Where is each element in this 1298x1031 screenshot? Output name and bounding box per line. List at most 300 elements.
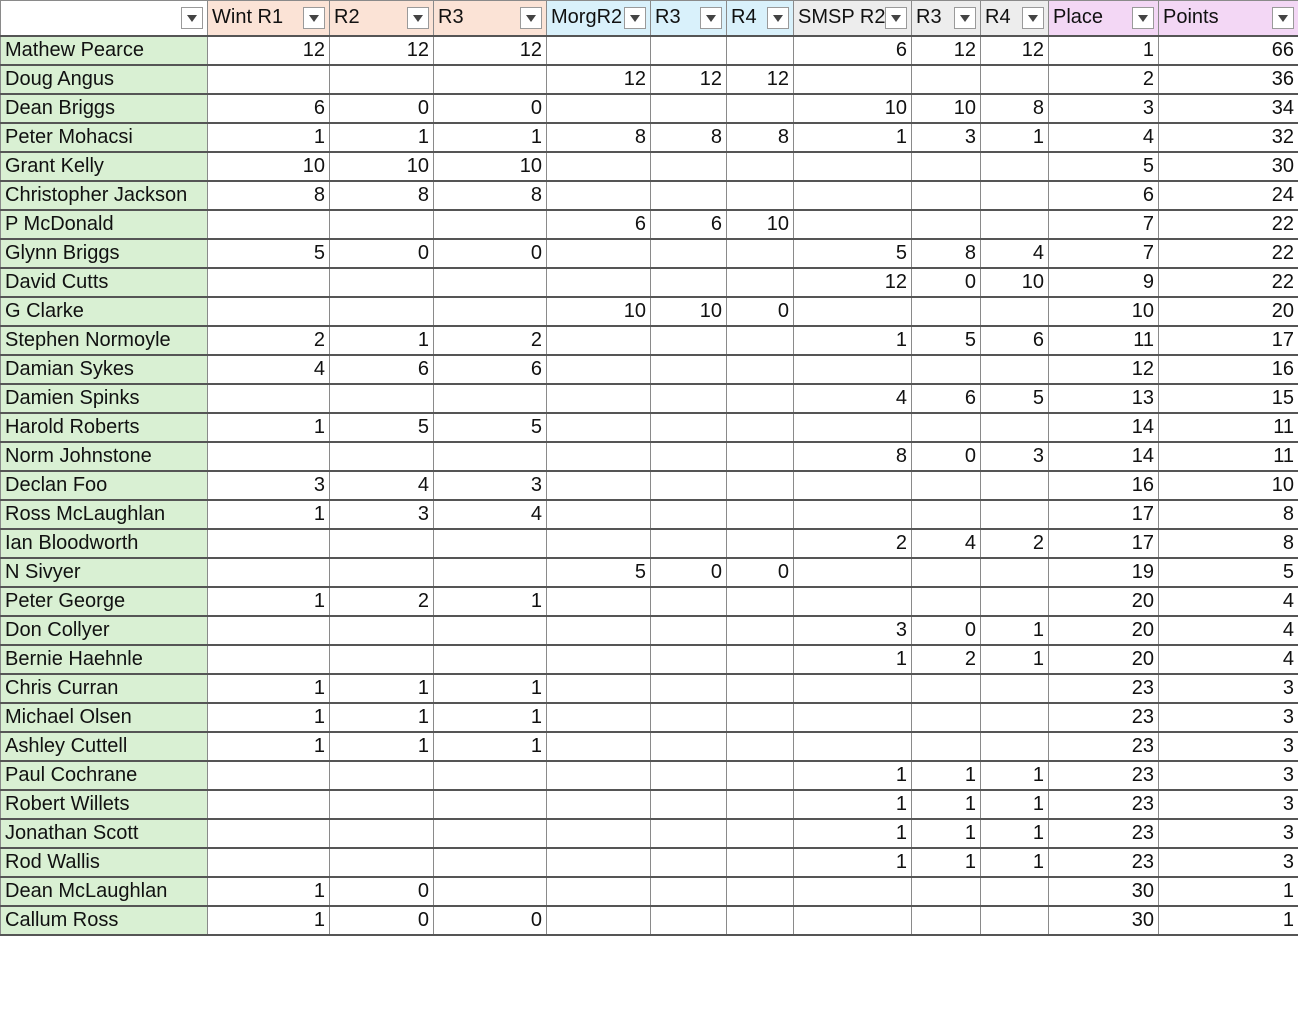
score-cell[interactable]: 11 — [1159, 442, 1298, 471]
score-cell[interactable]: 15 — [1159, 384, 1298, 413]
score-cell[interactable] — [434, 210, 547, 239]
score-cell[interactable]: 1 — [981, 790, 1049, 819]
competitor-name-cell[interactable]: Callum Ross — [1, 906, 208, 935]
competitor-name-cell[interactable]: Ross McLaughlan — [1, 500, 208, 529]
score-cell[interactable] — [208, 558, 330, 587]
score-cell[interactable] — [912, 558, 981, 587]
score-cell[interactable] — [434, 384, 547, 413]
score-cell[interactable] — [727, 877, 794, 906]
score-cell[interactable] — [208, 848, 330, 877]
filter-dropdown-button[interactable] — [407, 7, 429, 29]
score-cell[interactable] — [794, 152, 912, 181]
score-cell[interactable] — [727, 674, 794, 703]
score-cell[interactable] — [330, 268, 434, 297]
score-cell[interactable]: 6 — [651, 210, 727, 239]
score-cell[interactable] — [981, 471, 1049, 500]
score-cell[interactable] — [547, 616, 651, 645]
score-cell[interactable]: 1 — [794, 819, 912, 848]
score-cell[interactable] — [794, 587, 912, 616]
score-cell[interactable]: 10 — [434, 152, 547, 181]
score-cell[interactable]: 3 — [912, 123, 981, 152]
score-cell[interactable]: 12 — [794, 268, 912, 297]
score-cell[interactable]: 2 — [912, 645, 981, 674]
score-cell[interactable]: 12 — [727, 65, 794, 94]
score-cell[interactable] — [794, 906, 912, 935]
score-cell[interactable]: 1 — [434, 703, 547, 732]
score-cell[interactable]: 1 — [208, 877, 330, 906]
score-cell[interactable] — [651, 36, 727, 65]
competitor-name-cell[interactable]: G Clarke — [1, 297, 208, 326]
score-cell[interactable]: 1 — [434, 123, 547, 152]
score-cell[interactable] — [912, 877, 981, 906]
column-header-5-r3[interactable] — [651, 1, 727, 36]
score-cell[interactable]: 23 — [1049, 819, 1159, 848]
score-cell[interactable]: 19 — [1049, 558, 1159, 587]
score-cell[interactable] — [651, 587, 727, 616]
score-cell[interactable]: 12 — [434, 36, 547, 65]
score-cell[interactable]: 17 — [1049, 500, 1159, 529]
score-cell[interactable]: 5 — [912, 326, 981, 355]
score-cell[interactable] — [434, 877, 547, 906]
score-cell[interactable]: 16 — [1049, 471, 1159, 500]
score-cell[interactable] — [547, 152, 651, 181]
score-cell[interactable]: 6 — [547, 210, 651, 239]
score-cell[interactable]: 3 — [434, 471, 547, 500]
score-cell[interactable] — [794, 877, 912, 906]
score-cell[interactable]: 1 — [981, 616, 1049, 645]
score-cell[interactable]: 3 — [1159, 674, 1298, 703]
score-cell[interactable]: 1 — [208, 587, 330, 616]
score-cell[interactable] — [208, 268, 330, 297]
score-cell[interactable]: 12 — [912, 36, 981, 65]
score-cell[interactable] — [912, 152, 981, 181]
column-header-6-r4[interactable] — [727, 1, 794, 36]
score-cell[interactable]: 1 — [1159, 877, 1298, 906]
score-cell[interactable] — [651, 674, 727, 703]
score-cell[interactable]: 8 — [1159, 500, 1298, 529]
score-cell[interactable]: 4 — [981, 239, 1049, 268]
score-cell[interactable]: 22 — [1159, 239, 1298, 268]
score-cell[interactable]: 0 — [912, 268, 981, 297]
score-cell[interactable] — [434, 819, 547, 848]
score-cell[interactable]: 5 — [330, 413, 434, 442]
score-cell[interactable] — [727, 355, 794, 384]
competitor-name-cell[interactable]: Don Collyer — [1, 616, 208, 645]
score-cell[interactable]: 3 — [1159, 848, 1298, 877]
score-cell[interactable] — [434, 645, 547, 674]
score-cell[interactable] — [727, 471, 794, 500]
score-cell[interactable] — [651, 268, 727, 297]
score-cell[interactable] — [727, 152, 794, 181]
score-cell[interactable] — [547, 500, 651, 529]
score-cell[interactable]: 1 — [434, 732, 547, 761]
score-cell[interactable] — [330, 210, 434, 239]
score-cell[interactable]: 4 — [1159, 587, 1298, 616]
score-cell[interactable]: 4 — [1049, 123, 1159, 152]
score-cell[interactable]: 6 — [794, 36, 912, 65]
score-cell[interactable] — [912, 181, 981, 210]
score-cell[interactable] — [547, 674, 651, 703]
score-cell[interactable] — [547, 906, 651, 935]
score-cell[interactable]: 1 — [1159, 906, 1298, 935]
score-cell[interactable] — [547, 877, 651, 906]
score-cell[interactable]: 8 — [434, 181, 547, 210]
score-cell[interactable] — [547, 413, 651, 442]
score-cell[interactable]: 6 — [1049, 181, 1159, 210]
score-cell[interactable] — [547, 36, 651, 65]
score-cell[interactable]: 5 — [1049, 152, 1159, 181]
score-cell[interactable]: 6 — [208, 94, 330, 123]
score-cell[interactable]: 1 — [981, 761, 1049, 790]
score-cell[interactable] — [727, 326, 794, 355]
score-cell[interactable] — [547, 94, 651, 123]
competitor-name-cell[interactable]: Doug Angus — [1, 65, 208, 94]
score-cell[interactable] — [547, 471, 651, 500]
score-cell[interactable]: 1 — [794, 761, 912, 790]
score-cell[interactable] — [208, 645, 330, 674]
score-cell[interactable]: 8 — [981, 94, 1049, 123]
competitor-name-cell[interactable]: Jonathan Scott — [1, 819, 208, 848]
score-cell[interactable] — [651, 529, 727, 558]
score-cell[interactable] — [794, 471, 912, 500]
score-cell[interactable] — [981, 906, 1049, 935]
score-cell[interactable]: 1 — [912, 790, 981, 819]
competitor-name-cell[interactable]: Peter George — [1, 587, 208, 616]
score-cell[interactable] — [727, 645, 794, 674]
score-cell[interactable]: 1 — [434, 587, 547, 616]
score-cell[interactable] — [727, 790, 794, 819]
score-cell[interactable]: 2 — [794, 529, 912, 558]
score-cell[interactable]: 1 — [794, 645, 912, 674]
score-cell[interactable]: 2 — [330, 587, 434, 616]
score-cell[interactable] — [981, 413, 1049, 442]
score-cell[interactable]: 1 — [981, 848, 1049, 877]
score-cell[interactable]: 1 — [912, 848, 981, 877]
score-cell[interactable]: 4 — [912, 529, 981, 558]
score-cell[interactable] — [651, 181, 727, 210]
column-header-11-points[interactable] — [1159, 1, 1298, 36]
score-cell[interactable] — [547, 384, 651, 413]
score-cell[interactable]: 1 — [330, 732, 434, 761]
score-cell[interactable]: 0 — [330, 906, 434, 935]
score-cell[interactable] — [434, 848, 547, 877]
score-cell[interactable]: 5 — [794, 239, 912, 268]
score-cell[interactable]: 23 — [1049, 674, 1159, 703]
score-cell[interactable]: 10 — [330, 152, 434, 181]
score-cell[interactable]: 4 — [330, 471, 434, 500]
score-cell[interactable] — [794, 355, 912, 384]
score-cell[interactable]: 20 — [1159, 297, 1298, 326]
score-cell[interactable]: 2 — [1049, 65, 1159, 94]
score-cell[interactable]: 10 — [547, 297, 651, 326]
score-cell[interactable]: 14 — [1049, 442, 1159, 471]
score-cell[interactable] — [651, 413, 727, 442]
score-cell[interactable]: 8 — [1159, 529, 1298, 558]
score-cell[interactable]: 8 — [912, 239, 981, 268]
score-cell[interactable]: 12 — [981, 36, 1049, 65]
score-cell[interactable]: 9 — [1049, 268, 1159, 297]
score-cell[interactable]: 10 — [727, 210, 794, 239]
filter-dropdown-button[interactable] — [520, 7, 542, 29]
filter-dropdown-button[interactable] — [181, 7, 203, 29]
score-cell[interactable]: 1 — [794, 123, 912, 152]
score-cell[interactable]: 66 — [1159, 36, 1298, 65]
score-cell[interactable] — [912, 65, 981, 94]
competitor-name-cell[interactable]: Bernie Haehnle — [1, 645, 208, 674]
score-cell[interactable]: 2 — [208, 326, 330, 355]
score-cell[interactable] — [208, 761, 330, 790]
column-header-9-r4[interactable] — [981, 1, 1049, 36]
score-cell[interactable] — [547, 355, 651, 384]
score-cell[interactable]: 16 — [1159, 355, 1298, 384]
score-cell[interactable]: 10 — [208, 152, 330, 181]
score-cell[interactable] — [330, 761, 434, 790]
competitor-name-cell[interactable]: Harold Roberts — [1, 413, 208, 442]
score-cell[interactable]: 0 — [727, 297, 794, 326]
score-cell[interactable] — [912, 297, 981, 326]
score-cell[interactable]: 4 — [434, 500, 547, 529]
column-header-7-smsp-r2[interactable] — [794, 1, 912, 36]
score-cell[interactable] — [208, 819, 330, 848]
score-cell[interactable] — [727, 761, 794, 790]
score-cell[interactable] — [981, 152, 1049, 181]
score-cell[interactable] — [912, 413, 981, 442]
score-cell[interactable]: 1 — [208, 123, 330, 152]
score-cell[interactable] — [651, 848, 727, 877]
column-header-0-blank[interactable] — [1, 1, 208, 36]
score-cell[interactable]: 6 — [434, 355, 547, 384]
score-cell[interactable] — [330, 616, 434, 645]
score-cell[interactable] — [330, 819, 434, 848]
filter-dropdown-button[interactable] — [1132, 7, 1154, 29]
score-cell[interactable]: 1 — [912, 819, 981, 848]
score-cell[interactable]: 5 — [434, 413, 547, 442]
score-cell[interactable]: 3 — [1159, 790, 1298, 819]
score-cell[interactable] — [330, 645, 434, 674]
score-cell[interactable]: 1 — [208, 703, 330, 732]
score-cell[interactable] — [330, 529, 434, 558]
score-cell[interactable] — [547, 587, 651, 616]
score-cell[interactable] — [794, 181, 912, 210]
score-cell[interactable] — [651, 239, 727, 268]
score-cell[interactable]: 7 — [1049, 210, 1159, 239]
score-cell[interactable] — [651, 645, 727, 674]
score-cell[interactable]: 3 — [1049, 94, 1159, 123]
score-cell[interactable] — [330, 297, 434, 326]
score-cell[interactable]: 3 — [1159, 819, 1298, 848]
score-cell[interactable]: 3 — [208, 471, 330, 500]
score-cell[interactable] — [208, 210, 330, 239]
score-cell[interactable] — [208, 297, 330, 326]
score-cell[interactable] — [651, 616, 727, 645]
score-cell[interactable] — [547, 181, 651, 210]
score-cell[interactable] — [651, 732, 727, 761]
score-cell[interactable]: 6 — [330, 355, 434, 384]
competitor-name-cell[interactable]: Norm Johnstone — [1, 442, 208, 471]
score-cell[interactable]: 8 — [651, 123, 727, 152]
score-cell[interactable] — [651, 442, 727, 471]
score-cell[interactable] — [981, 210, 1049, 239]
score-cell[interactable]: 23 — [1049, 790, 1159, 819]
score-cell[interactable]: 1 — [794, 848, 912, 877]
score-cell[interactable] — [547, 790, 651, 819]
score-cell[interactable]: 3 — [1159, 761, 1298, 790]
score-cell[interactable] — [727, 529, 794, 558]
score-cell[interactable]: 0 — [330, 239, 434, 268]
score-cell[interactable] — [651, 326, 727, 355]
score-cell[interactable] — [547, 848, 651, 877]
score-cell[interactable]: 0 — [434, 94, 547, 123]
score-cell[interactable] — [330, 790, 434, 819]
filter-dropdown-button[interactable] — [954, 7, 976, 29]
score-cell[interactable] — [981, 703, 1049, 732]
competitor-name-cell[interactable]: Christopher Jackson — [1, 181, 208, 210]
score-cell[interactable] — [981, 500, 1049, 529]
score-cell[interactable]: 6 — [912, 384, 981, 413]
score-cell[interactable]: 1 — [1049, 36, 1159, 65]
score-cell[interactable] — [651, 471, 727, 500]
score-cell[interactable]: 6 — [981, 326, 1049, 355]
score-cell[interactable] — [434, 442, 547, 471]
score-cell[interactable] — [794, 210, 912, 239]
score-cell[interactable]: 1 — [330, 703, 434, 732]
score-cell[interactable] — [912, 500, 981, 529]
filter-dropdown-button[interactable] — [1272, 7, 1294, 29]
score-cell[interactable]: 0 — [330, 94, 434, 123]
score-cell[interactable] — [727, 413, 794, 442]
score-cell[interactable] — [794, 413, 912, 442]
competitor-name-cell[interactable]: Glynn Briggs — [1, 239, 208, 268]
score-cell[interactable] — [727, 442, 794, 471]
score-cell[interactable] — [651, 906, 727, 935]
score-cell[interactable]: 4 — [794, 384, 912, 413]
score-cell[interactable]: 36 — [1159, 65, 1298, 94]
score-cell[interactable] — [651, 384, 727, 413]
score-cell[interactable]: 4 — [1159, 645, 1298, 674]
score-cell[interactable]: 22 — [1159, 268, 1298, 297]
score-cell[interactable] — [727, 906, 794, 935]
score-cell[interactable]: 3 — [1159, 732, 1298, 761]
score-cell[interactable]: 1 — [434, 674, 547, 703]
score-cell[interactable] — [434, 761, 547, 790]
score-cell[interactable] — [547, 268, 651, 297]
score-cell[interactable] — [330, 442, 434, 471]
score-cell[interactable]: 20 — [1049, 616, 1159, 645]
competitor-name-cell[interactable]: Stephen Normoyle — [1, 326, 208, 355]
competitor-name-cell[interactable]: Dean Briggs — [1, 94, 208, 123]
score-cell[interactable]: 0 — [651, 558, 727, 587]
score-cell[interactable] — [547, 703, 651, 732]
score-cell[interactable]: 12 — [547, 65, 651, 94]
score-cell[interactable]: 8 — [727, 123, 794, 152]
score-cell[interactable] — [912, 210, 981, 239]
score-cell[interactable]: 30 — [1049, 906, 1159, 935]
score-cell[interactable]: 12 — [330, 36, 434, 65]
score-cell[interactable]: 22 — [1159, 210, 1298, 239]
score-cell[interactable] — [981, 674, 1049, 703]
score-cell[interactable]: 1 — [330, 674, 434, 703]
score-cell[interactable]: 12 — [651, 65, 727, 94]
score-cell[interactable]: 10 — [794, 94, 912, 123]
score-cell[interactable]: 0 — [434, 239, 547, 268]
score-cell[interactable] — [912, 355, 981, 384]
score-cell[interactable] — [794, 558, 912, 587]
score-cell[interactable] — [208, 384, 330, 413]
score-cell[interactable]: 10 — [651, 297, 727, 326]
score-cell[interactable]: 30 — [1049, 877, 1159, 906]
score-cell[interactable]: 1 — [794, 326, 912, 355]
score-cell[interactable]: 30 — [1159, 152, 1298, 181]
score-cell[interactable]: 5 — [1159, 558, 1298, 587]
score-cell[interactable] — [727, 268, 794, 297]
score-cell[interactable]: 23 — [1049, 761, 1159, 790]
score-cell[interactable] — [330, 848, 434, 877]
score-cell[interactable]: 7 — [1049, 239, 1159, 268]
score-cell[interactable] — [434, 268, 547, 297]
score-cell[interactable] — [547, 819, 651, 848]
score-cell[interactable] — [651, 877, 727, 906]
score-cell[interactable]: 1 — [208, 732, 330, 761]
score-cell[interactable] — [727, 181, 794, 210]
filter-dropdown-button[interactable] — [885, 7, 907, 29]
score-cell[interactable]: 10 — [1159, 471, 1298, 500]
score-cell[interactable]: 8 — [794, 442, 912, 471]
score-cell[interactable] — [547, 761, 651, 790]
score-cell[interactable] — [794, 297, 912, 326]
score-cell[interactable] — [330, 384, 434, 413]
score-cell[interactable] — [794, 674, 912, 703]
score-cell[interactable] — [651, 819, 727, 848]
competitor-name-cell[interactable]: Ashley Cuttell — [1, 732, 208, 761]
score-cell[interactable] — [727, 703, 794, 732]
score-cell[interactable] — [547, 645, 651, 674]
score-cell[interactable] — [434, 529, 547, 558]
score-cell[interactable]: 8 — [208, 181, 330, 210]
score-cell[interactable]: 1 — [208, 906, 330, 935]
score-cell[interactable] — [727, 587, 794, 616]
score-cell[interactable] — [651, 761, 727, 790]
score-cell[interactable]: 11 — [1049, 326, 1159, 355]
score-cell[interactable] — [651, 355, 727, 384]
score-cell[interactable]: 5 — [547, 558, 651, 587]
score-cell[interactable] — [727, 819, 794, 848]
score-cell[interactable] — [727, 732, 794, 761]
score-cell[interactable]: 1 — [981, 819, 1049, 848]
score-cell[interactable] — [434, 790, 547, 819]
score-cell[interactable]: 17 — [1159, 326, 1298, 355]
score-cell[interactable] — [651, 500, 727, 529]
score-cell[interactable] — [794, 65, 912, 94]
score-cell[interactable]: 1 — [794, 790, 912, 819]
score-cell[interactable] — [981, 297, 1049, 326]
score-cell[interactable] — [912, 703, 981, 732]
score-cell[interactable]: 5 — [208, 239, 330, 268]
score-cell[interactable]: 3 — [794, 616, 912, 645]
score-cell[interactable] — [981, 355, 1049, 384]
score-cell[interactable] — [434, 297, 547, 326]
score-cell[interactable]: 20 — [1049, 645, 1159, 674]
score-cell[interactable] — [330, 558, 434, 587]
column-header-4-morgr2[interactable] — [547, 1, 651, 36]
score-cell[interactable] — [208, 529, 330, 558]
score-cell[interactable] — [330, 65, 434, 94]
score-cell[interactable] — [981, 558, 1049, 587]
score-cell[interactable]: 1 — [208, 500, 330, 529]
score-cell[interactable] — [434, 65, 547, 94]
competitor-name-cell[interactable]: Chris Curran — [1, 674, 208, 703]
score-cell[interactable]: 14 — [1049, 413, 1159, 442]
score-cell[interactable] — [912, 732, 981, 761]
